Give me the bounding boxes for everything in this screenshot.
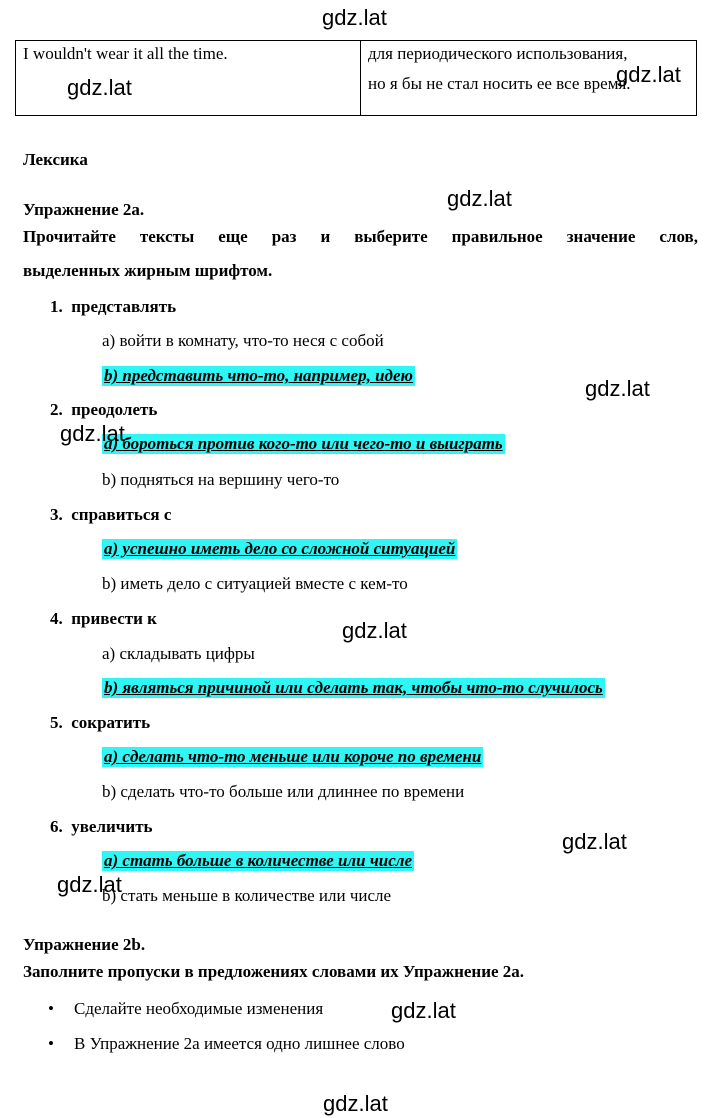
watermark: gdz.lat (342, 618, 407, 643)
item-1-heading (50, 297, 176, 317)
item-word: справиться с (71, 505, 172, 524)
item-4-option-a: a) складывать цифры (102, 644, 255, 663)
item-4-heading (50, 609, 157, 629)
watermark: gdz.lat (322, 5, 387, 30)
exercise-2a-title: Упражнение 2a. (23, 200, 145, 219)
watermark: gdz.lat (562, 829, 627, 854)
section-title: Лексика (23, 150, 88, 169)
item-2-option-a-correct (102, 434, 505, 454)
exercise-2b-title: Упражнение 2b. (23, 935, 146, 954)
item-word: преодолеть (71, 400, 158, 419)
item-word: увеличить (71, 817, 153, 836)
item-word: представлять (71, 297, 177, 316)
item-5-heading (50, 713, 150, 733)
item-3-option-a-correct (102, 539, 457, 559)
item-5-option-b: b) сделать что-то больше или длиннее по времени (102, 782, 465, 801)
bullet-text: В Упражнение 2а имеется одно лишнее слово (74, 1034, 405, 1053)
exercise-2a-instruction-line-2: выделенных жирным шрифтом. (23, 261, 273, 280)
highlighted-answer: a) бороться против кого-то или чего-то и выиграть (104, 434, 503, 453)
bullet-text: Сделайте необходимые изменения (74, 999, 324, 1018)
watermark: gdz.lat (67, 75, 132, 100)
highlighted-answer: a) успешно иметь дело со сложной ситуацией (104, 539, 456, 558)
item-word: сократить (71, 713, 151, 732)
item-number: 3. (50, 505, 63, 524)
watermark: gdz.lat (447, 186, 512, 211)
item-5-option-a-correct (102, 747, 483, 767)
item-2-option-b: b) подняться на вершину чего-то (102, 470, 340, 489)
item-3-heading (50, 505, 171, 525)
item-number: 6. (50, 817, 63, 836)
bullet-item-2 (48, 1034, 405, 1054)
exercise-2a-instruction-line-1: Прочитайте тексты еще раз и выберите правильное значение слов, (23, 227, 698, 246)
item-number: 2. (50, 400, 63, 419)
item-number: 5. (50, 713, 63, 732)
item-2-heading (50, 400, 157, 420)
bullet-icon: • (48, 1034, 54, 1053)
item-word: привести к (71, 609, 157, 628)
item-1-option-a: a) войти в комнату, что-то неся с собой (102, 331, 384, 350)
watermark: gdz.lat (616, 62, 681, 87)
highlighted-answer: b) являться причиной или сделать так, чтобы что-то случилось (104, 678, 603, 697)
russian-text-line-2: но я бы не стал носить ее все время. (368, 74, 631, 93)
highlighted-answer: a) сделать что-то меньше или короче по времени (104, 747, 482, 766)
highlighted-answer: b) представить что-то, например, идею (104, 366, 413, 385)
bullet-icon: • (48, 999, 54, 1018)
watermark: gdz.lat (57, 872, 122, 897)
exercise-2b-instruction: Заполните пропуски в предложениях словами их Упражнение 2a. (23, 962, 525, 981)
highlighted-answer: a) стать больше в количестве или числе (104, 851, 413, 870)
english-text: I wouldn't wear it all the time. (23, 44, 228, 63)
item-1-option-b-correct (102, 366, 415, 386)
item-number: 1. (50, 297, 63, 316)
russian-text-line-1: для периодического использования, (368, 44, 628, 63)
bullet-item-1 (48, 999, 323, 1019)
item-3-option-b: b) иметь дело с ситуацией вместе с кем-то (102, 574, 408, 593)
item-6-option-b: b) стать меньше в количестве или числе (102, 886, 392, 905)
item-6-option-a-correct (102, 851, 414, 871)
item-4-option-b-correct (102, 678, 605, 698)
watermark: gdz.lat (391, 998, 456, 1023)
watermark: gdz.lat (60, 421, 125, 446)
item-6-heading (50, 817, 153, 837)
item-number: 4. (50, 609, 63, 628)
watermark: gdz.lat (585, 376, 650, 401)
watermark: gdz.lat (323, 1091, 388, 1116)
